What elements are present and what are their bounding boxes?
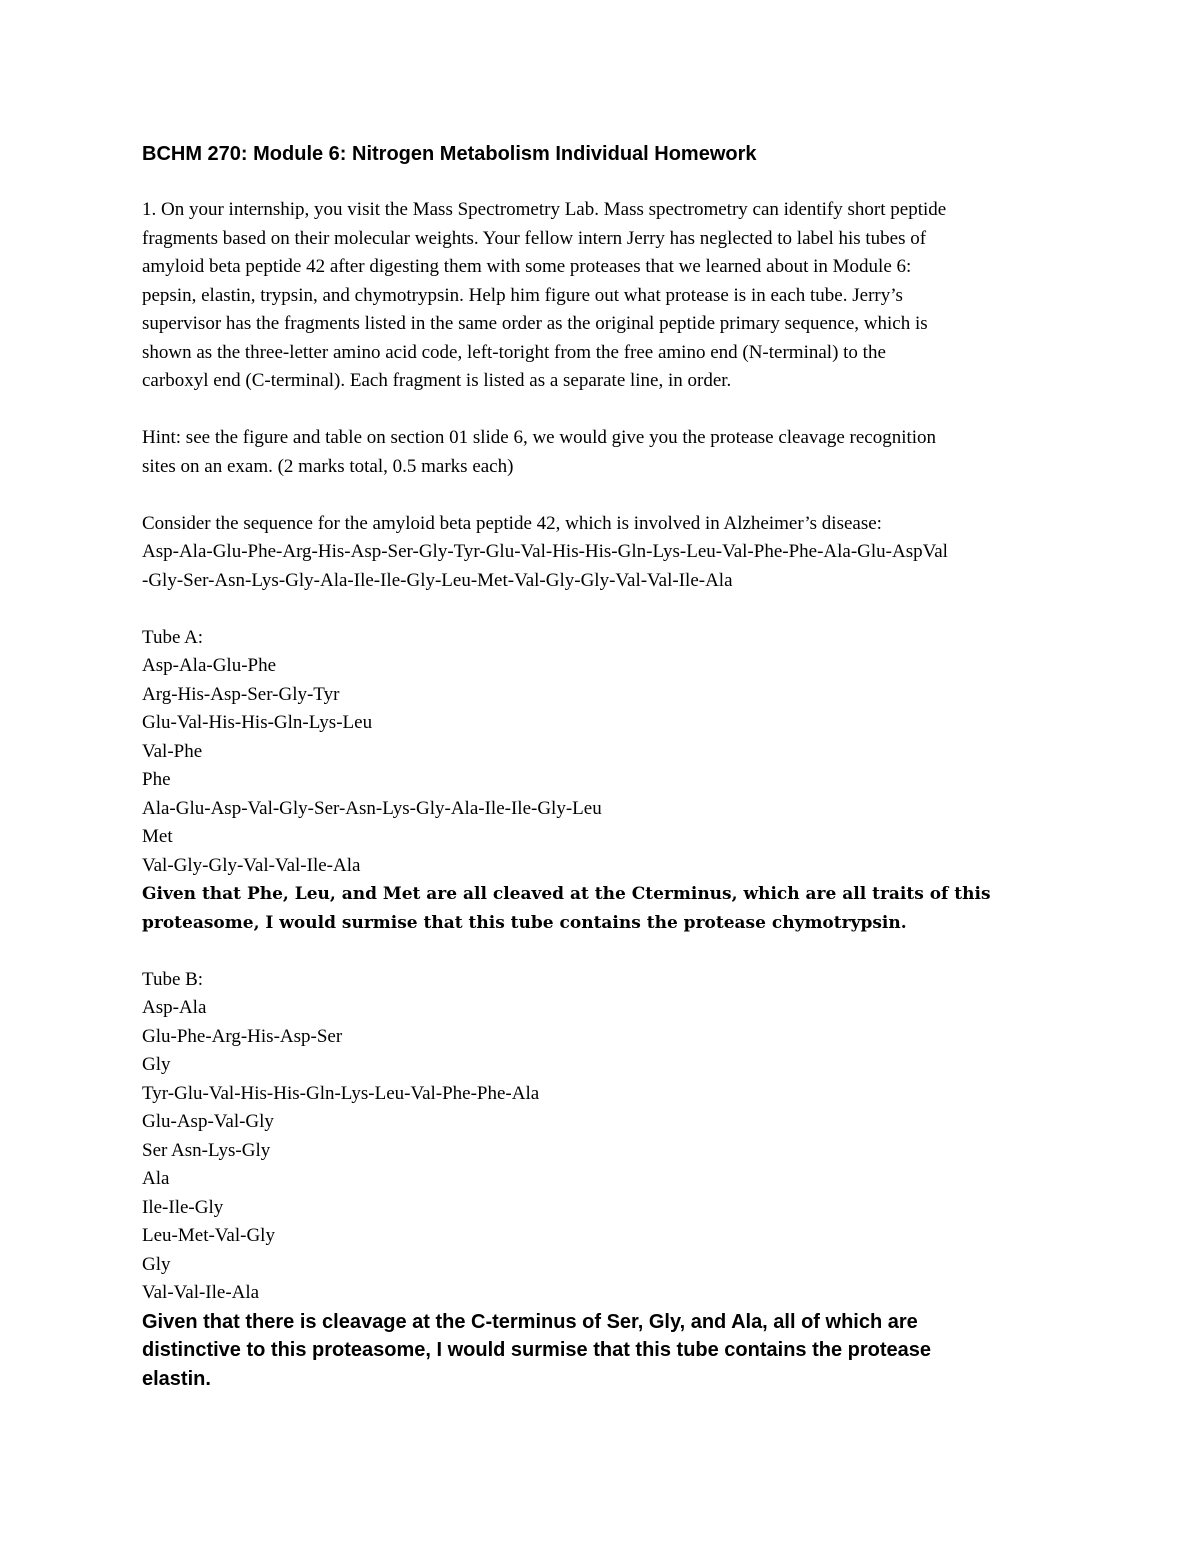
fragment-line: Val-Phe [142,740,203,762]
document-title: BCHM 270: Module 6: Nitrogen Metabolism Individual Homework [142,143,757,165]
fragment-line: Glu-Asp-Val-Gly [142,1111,274,1132]
question-line: carboxyl end (C-terminal). Each fragment is listed as a separate line, in order. [142,370,732,391]
fragment-line: Tyr-Glu-Val-His-His-Gln-Lys-Leu-Val-Phe-Phe-Ala [142,1082,540,1104]
tube-b-section [142,966,1072,1394]
tube-b-answer-line: distinctive to this proteasome, I would surmise that this tube contains the protease [142,1339,932,1361]
question-line: pepsin, elastin, trypsin, and chymotrypsin. Help him figure out what protease is in each tube. Jerry’s [142,284,903,306]
fragment-line: Phe [142,769,171,790]
fragment-line: Leu-Met-Val-Gly [142,1225,275,1246]
hint-line: Hint: see the figure and table on section 01 slide 6, we would give you the protease cleavage recognition [142,427,937,448]
document-page [142,140,1072,1422]
fragment-line: Glu-Phe-Arg-His-Asp-Ser [142,1025,343,1047]
question-line: supervisor has the fragments listed in the same order as the original peptide primary sequence, which is [142,313,928,334]
tube-b-answer-line: Given that there is cleavage at the C-terminus of Ser, Gly, and Ala, all of which are [142,1310,918,1333]
tube-a-label: Tube A: [142,626,204,648]
fragment-line: Ser Asn-Lys-Gly [142,1139,271,1161]
question-line: shown as the three-letter amino acid code, left-toright from the free amino end (N-terminal) to the [142,341,886,363]
fragment-line: Val-Val-Ile-Ala [142,1282,260,1303]
sequence-intro: Consider the sequence for the amyloid beta peptide 42, which is involved in Alzheimer’s disease: [142,512,882,534]
question-line: fragments based on their molecular weights. Your fellow intern Jerry has neglected to label his tubes of [142,227,927,249]
sequence-paragraph [142,510,1072,596]
fragment-line: Glu-Val-His-His-Gln-Lys-Leu [142,712,373,733]
fragment-line: Asp-Ala-Glu-Phe [142,655,277,676]
question-line: amyloid beta peptide 42 after digesting them with some proteases that we learned about in Module 6: [142,256,912,277]
tube-b-label: Tube B: [142,968,204,990]
question-paragraph [142,196,1072,396]
sequence-line: -Gly-Ser-Asn-Lys-Gly-Ala-Ile-Ile-Gly-Leu-Met-Val-Gly-Gly-Val-Val-Ile-Ala [142,569,733,591]
sequence-line: Asp-Ala-Glu-Phe-Arg-His-Asp-Ser-Gly-Tyr-Glu-Val-His-His-Gln-Lys-Leu-Val-Phe-Phe-Ala-Glu-AspVal [142,541,948,562]
tube-b-answer-line: elastin. [142,1367,211,1390]
fragment-line: Asp-Ala [142,997,207,1018]
fragment-line: Ala [142,1168,170,1189]
hint-paragraph [142,424,1072,481]
fragment-line: Gly [142,1253,171,1275]
question-line: 1. On your internship, you visit the Mass Spectrometry Lab. Mass spectrometry can identify short peptide [142,199,947,220]
hint-line: sites on an exam. (2 marks total, 0.5 marks each) [142,455,514,477]
tube-a-answer-line: Given that Phe, Leu, and Met are all cleaved at the Cterminus, which are all traits of this [142,884,991,904]
fragment-line: Arg-His-Asp-Ser-Gly-Tyr [142,683,340,705]
fragment-line: Met [142,826,173,847]
fragment-line: Gly [142,1054,171,1075]
tube-a-answer-line: proteasome, I would surmise that this tube contains the protease chymotrypsin. [142,912,907,933]
fragment-line: Val-Gly-Gly-Val-Val-Ile-Ala [142,854,361,876]
fragment-line: Ala-Glu-Asp-Val-Gly-Ser-Asn-Lys-Gly-Ala-Ile-Ile-Gly-Leu [142,797,602,819]
fragment-line: Ile-Ile-Gly [142,1196,224,1218]
tube-a-section [142,624,1072,938]
